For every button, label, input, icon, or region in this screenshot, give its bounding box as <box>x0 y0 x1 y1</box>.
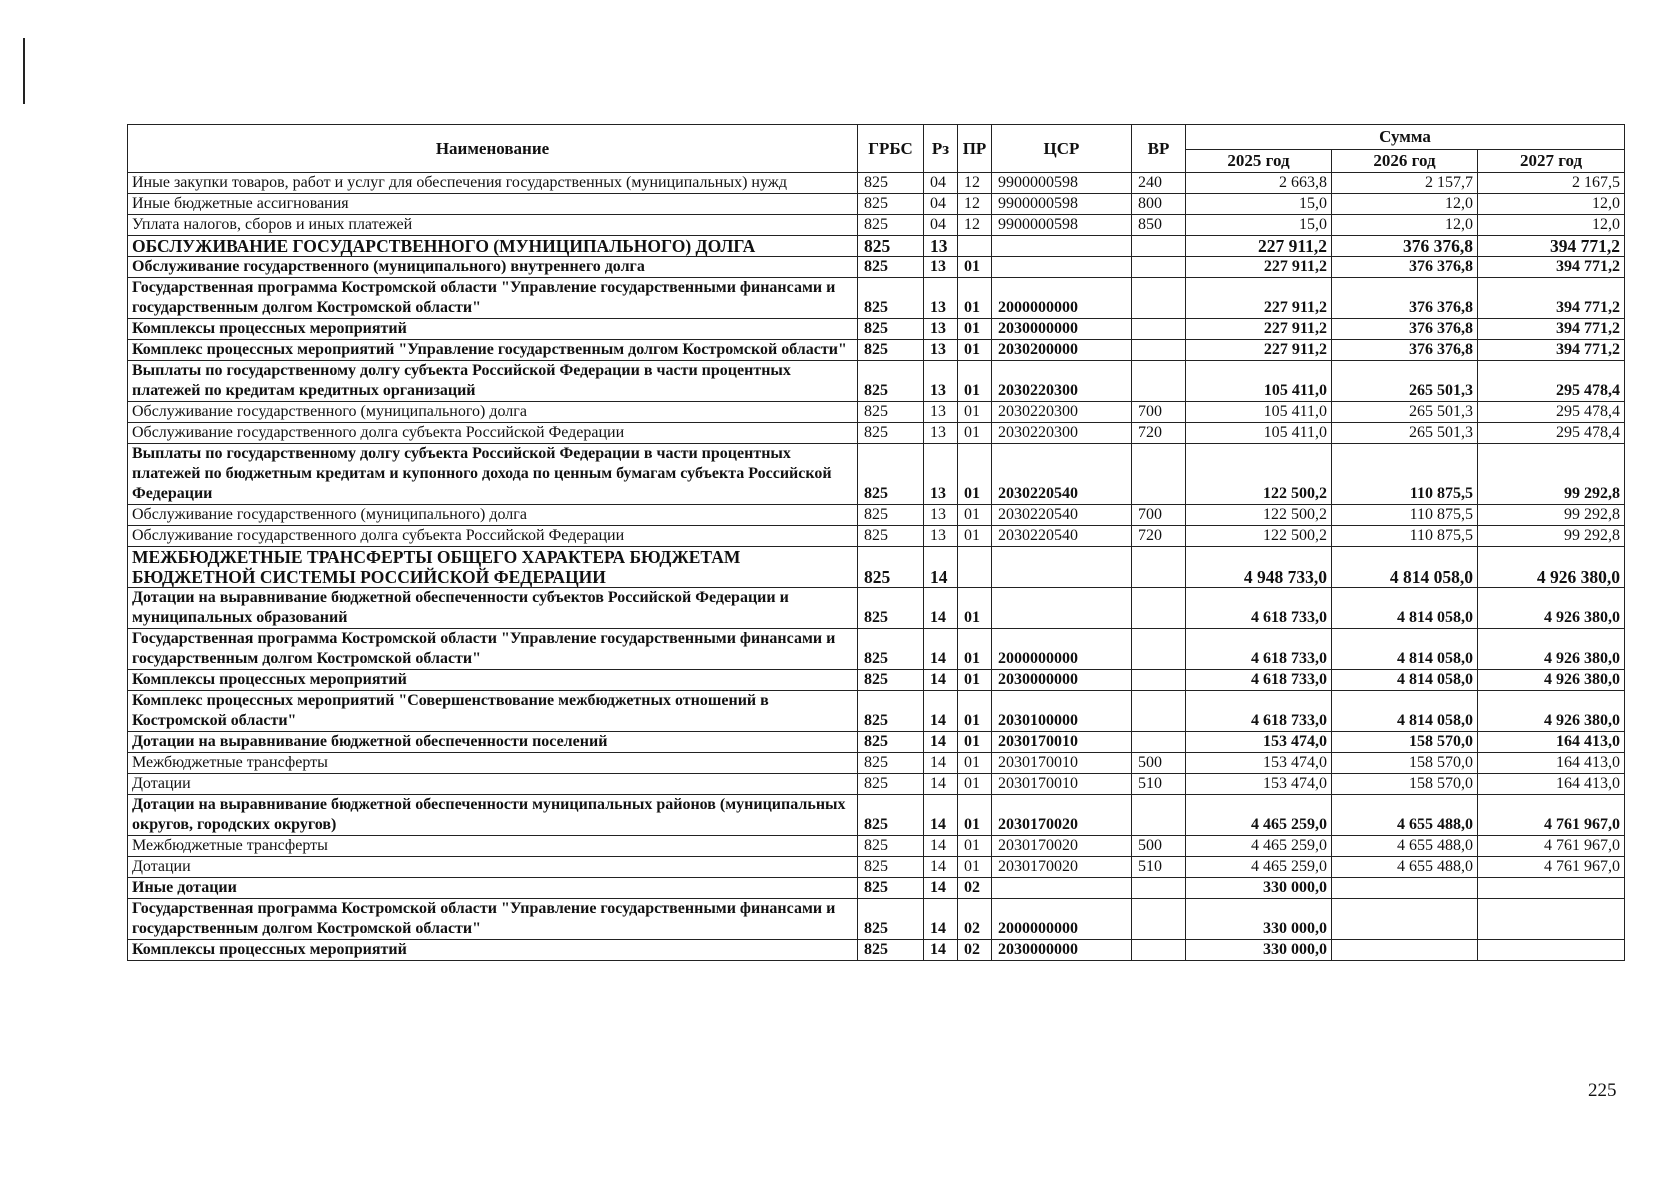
cell-pr: 01 <box>958 629 992 670</box>
cell-vr <box>1132 732 1186 753</box>
col-header-vr: ВР <box>1132 125 1186 173</box>
cell-name: Выплаты по государственному долгу субъекта Российской Федерации в части процентных платежей по кредитам кредитных организаций <box>128 361 858 402</box>
cell-2027: 295 478,4 <box>1478 361 1625 402</box>
cell-csr: 2030220300 <box>992 402 1132 423</box>
cell-2025: 330 000,0 <box>1186 899 1332 940</box>
cell-pr: 01 <box>958 774 992 795</box>
cell-name: Дотации <box>128 774 858 795</box>
cell-rz: 14 <box>924 732 958 753</box>
cell-vr <box>1132 588 1186 629</box>
cell-2025: 227 911,2 <box>1186 340 1332 361</box>
cell-2027: 164 413,0 <box>1478 774 1625 795</box>
cell-2027: 2 167,5 <box>1478 173 1625 194</box>
cell-name: Межбюджетные трансферты <box>128 753 858 774</box>
cell-2025: 4 618 733,0 <box>1186 670 1332 691</box>
cell-pr: 01 <box>958 670 992 691</box>
cell-rz: 13 <box>924 340 958 361</box>
cell-rz: 13 <box>924 402 958 423</box>
cell-grbs: 825 <box>858 629 924 670</box>
cell-vr: 500 <box>1132 836 1186 857</box>
table-row <box>128 319 1625 340</box>
cell-2026: 158 570,0 <box>1332 753 1478 774</box>
table-row <box>128 526 1625 547</box>
cell-2026: 376 376,8 <box>1332 319 1478 340</box>
table-row <box>128 588 1625 629</box>
cell-rz: 14 <box>924 795 958 836</box>
cell-2027: 99 292,8 <box>1478 444 1625 505</box>
cell-2025: 4 465 259,0 <box>1186 836 1332 857</box>
table-body <box>128 173 1625 961</box>
cell-csr: 2000000000 <box>992 629 1132 670</box>
cell-csr: 2030000000 <box>992 670 1132 691</box>
cell-2026: 376 376,8 <box>1332 236 1478 257</box>
cell-grbs: 825 <box>858 732 924 753</box>
cell-vr: 720 <box>1132 423 1186 444</box>
cell-2027: 99 292,8 <box>1478 526 1625 547</box>
cell-2026: 12,0 <box>1332 215 1478 236</box>
cell-csr <box>992 878 1132 899</box>
cell-2026: 4 814 058,0 <box>1332 629 1478 670</box>
cell-name: Выплаты по государственному долгу субъекта Российской Федерации в части процентных платежей по бюджетным кредитам и купонного дохода по ценным бумагам субъекта Российской Федерации <box>128 444 858 505</box>
cell-2026: 376 376,8 <box>1332 278 1478 319</box>
cell-2027: 394 771,2 <box>1478 278 1625 319</box>
cell-pr: 01 <box>958 278 992 319</box>
cell-pr: 01 <box>958 319 992 340</box>
cell-name: Комплекс процессных мероприятий "Совершенствование межбюджетных отношений в Костромской области" <box>128 691 858 732</box>
cell-csr: 2030100000 <box>992 691 1132 732</box>
cell-grbs: 825 <box>858 774 924 795</box>
cell-rz: 14 <box>924 588 958 629</box>
cell-csr: 2030170020 <box>992 857 1132 878</box>
cell-2027: 394 771,2 <box>1478 340 1625 361</box>
cell-rz: 14 <box>924 857 958 878</box>
cell-2027: 164 413,0 <box>1478 753 1625 774</box>
cell-csr: 2030170010 <box>992 732 1132 753</box>
cell-pr: 01 <box>958 361 992 402</box>
budget-table-container <box>127 124 1624 961</box>
cell-2026: 4 655 488,0 <box>1332 836 1478 857</box>
cell-rz: 14 <box>924 670 958 691</box>
cell-2027: 12,0 <box>1478 194 1625 215</box>
cell-vr: 720 <box>1132 526 1186 547</box>
cell-pr <box>958 236 992 257</box>
cell-2025: 105 411,0 <box>1186 361 1332 402</box>
cell-2026: 2 157,7 <box>1332 173 1478 194</box>
cell-rz: 13 <box>924 526 958 547</box>
cell-grbs: 825 <box>858 795 924 836</box>
table-row <box>128 173 1625 194</box>
cell-2026: 110 875,5 <box>1332 444 1478 505</box>
cell-2025: 330 000,0 <box>1186 940 1332 961</box>
cell-name: Комплексы процессных мероприятий <box>128 670 858 691</box>
cell-2027: 394 771,2 <box>1478 236 1625 257</box>
cell-2026 <box>1332 940 1478 961</box>
cell-csr: 2030170020 <box>992 836 1132 857</box>
cell-csr <box>992 257 1132 278</box>
cell-vr <box>1132 940 1186 961</box>
table-row <box>128 278 1625 319</box>
cell-pr: 01 <box>958 836 992 857</box>
table-row <box>128 629 1625 670</box>
cell-2027 <box>1478 940 1625 961</box>
cell-csr: 2030200000 <box>992 340 1132 361</box>
cell-name: Уплата налогов, сборов и иных платежей <box>128 215 858 236</box>
table-row <box>128 340 1625 361</box>
table-row <box>128 236 1625 257</box>
cell-name: Обслуживание государственного долга субъекта Российской Федерации <box>128 526 858 547</box>
cell-vr: 800 <box>1132 194 1186 215</box>
cell-pr <box>958 547 992 588</box>
cell-2026: 4 655 488,0 <box>1332 857 1478 878</box>
col-header-rz: Рз <box>924 125 958 173</box>
cell-vr <box>1132 361 1186 402</box>
cell-2025: 330 000,0 <box>1186 878 1332 899</box>
cell-2027: 4 761 967,0 <box>1478 836 1625 857</box>
cell-2025: 153 474,0 <box>1186 774 1332 795</box>
cell-csr <box>992 547 1132 588</box>
cell-2027: 164 413,0 <box>1478 732 1625 753</box>
cell-rz: 13 <box>924 257 958 278</box>
cell-vr: 850 <box>1132 215 1186 236</box>
cell-2025: 105 411,0 <box>1186 402 1332 423</box>
cell-rz: 14 <box>924 899 958 940</box>
cell-2026: 158 570,0 <box>1332 732 1478 753</box>
cell-csr: 2030220300 <box>992 361 1132 402</box>
cell-2026: 110 875,5 <box>1332 526 1478 547</box>
cell-pr: 01 <box>958 691 992 732</box>
cell-vr <box>1132 878 1186 899</box>
cell-name: МЕЖБЮДЖЕТНЫЕ ТРАНСФЕРТЫ ОБЩЕГО ХАРАКТЕРА БЮДЖЕТАМ БЮДЖЕТНОЙ СИСТЕМЫ РОССИЙСКОЙ ФЕДЕРАЦИИ <box>128 547 858 588</box>
cell-pr: 01 <box>958 732 992 753</box>
cell-pr: 01 <box>958 857 992 878</box>
cell-2027: 394 771,2 <box>1478 257 1625 278</box>
col-header-csr: ЦСР <box>992 125 1132 173</box>
cell-rz: 13 <box>924 444 958 505</box>
col-header-sum: Сумма <box>1186 125 1625 150</box>
cell-name: Государственная программа Костромской области "Управление государственными финансами и государственным долгом Костромской области" <box>128 629 858 670</box>
cell-2025: 122 500,2 <box>1186 444 1332 505</box>
cell-rz: 14 <box>924 836 958 857</box>
cell-name: Комплекс процессных мероприятий "Управление государственным долгом Костромской области" <box>128 340 858 361</box>
cell-csr: 2030170010 <box>992 753 1132 774</box>
table-row <box>128 878 1625 899</box>
page-number: 225 <box>1588 1080 1617 1101</box>
cell-2026: 158 570,0 <box>1332 774 1478 795</box>
cell-rz: 04 <box>924 194 958 215</box>
cell-2027: 295 478,4 <box>1478 423 1625 444</box>
table-row <box>128 899 1625 940</box>
cell-pr: 01 <box>958 423 992 444</box>
cell-pr: 02 <box>958 899 992 940</box>
cell-grbs: 825 <box>858 878 924 899</box>
cell-pr: 01 <box>958 526 992 547</box>
budget-table <box>127 124 1625 961</box>
cell-2025: 2 663,8 <box>1186 173 1332 194</box>
cell-vr <box>1132 236 1186 257</box>
cell-2027: 4 761 967,0 <box>1478 795 1625 836</box>
cell-csr: 2030220540 <box>992 444 1132 505</box>
cell-pr: 01 <box>958 753 992 774</box>
cell-vr <box>1132 257 1186 278</box>
cell-rz: 13 <box>924 278 958 319</box>
cell-name: Обслуживание государственного (муниципального) внутреннего долга <box>128 257 858 278</box>
cell-csr: 2030170020 <box>992 795 1132 836</box>
table-row <box>128 547 1625 588</box>
cell-name: Дотации на выравнивание бюджетной обеспеченности поселений <box>128 732 858 753</box>
cell-pr: 02 <box>958 878 992 899</box>
cell-2025: 227 911,2 <box>1186 319 1332 340</box>
cell-grbs: 825 <box>858 857 924 878</box>
table-row <box>128 753 1625 774</box>
table-row <box>128 857 1625 878</box>
table-row <box>128 670 1625 691</box>
col-header-grbs: ГРБС <box>858 125 924 173</box>
cell-2025: 153 474,0 <box>1186 732 1332 753</box>
cell-vr <box>1132 444 1186 505</box>
cell-name: Дотации на выравнивание бюджетной обеспеченности муниципальных районов (муниципальных округов, городских округов) <box>128 795 858 836</box>
cell-2025: 4 948 733,0 <box>1186 547 1332 588</box>
cell-vr <box>1132 319 1186 340</box>
cell-2027: 4 926 380,0 <box>1478 691 1625 732</box>
table-row <box>128 795 1625 836</box>
cell-rz: 14 <box>924 691 958 732</box>
cell-vr <box>1132 547 1186 588</box>
cell-rz: 04 <box>924 215 958 236</box>
col-header-2026: 2026 год <box>1332 150 1478 173</box>
cell-2026: 4 814 058,0 <box>1332 588 1478 629</box>
cell-pr: 12 <box>958 215 992 236</box>
cell-name: Иные дотации <box>128 878 858 899</box>
header-row <box>128 125 1625 150</box>
table-row <box>128 194 1625 215</box>
cell-name: Обслуживание государственного долга субъекта Российской Федерации <box>128 423 858 444</box>
cell-2026 <box>1332 899 1478 940</box>
table-row <box>128 423 1625 444</box>
cell-2025: 15,0 <box>1186 194 1332 215</box>
cell-name: Дотации на выравнивание бюджетной обеспеченности субъектов Российской Федерации и муниципальных образований <box>128 588 858 629</box>
cell-grbs: 825 <box>858 753 924 774</box>
cell-grbs: 825 <box>858 340 924 361</box>
cell-vr: 700 <box>1132 505 1186 526</box>
cell-2026: 4 814 058,0 <box>1332 670 1478 691</box>
table-row <box>128 257 1625 278</box>
table-row <box>128 732 1625 753</box>
cell-rz: 13 <box>924 505 958 526</box>
table-row <box>128 691 1625 732</box>
table-row <box>128 505 1625 526</box>
cell-grbs: 825 <box>858 899 924 940</box>
cell-vr <box>1132 340 1186 361</box>
cell-grbs: 825 <box>858 940 924 961</box>
cell-name: Дотации <box>128 857 858 878</box>
cell-2025: 4 465 259,0 <box>1186 857 1332 878</box>
cell-grbs: 825 <box>858 173 924 194</box>
cell-pr: 01 <box>958 505 992 526</box>
cell-pr: 01 <box>958 795 992 836</box>
cell-vr <box>1132 278 1186 319</box>
margin-mark <box>23 38 25 104</box>
cell-csr <box>992 588 1132 629</box>
cell-rz: 14 <box>924 940 958 961</box>
cell-2026: 110 875,5 <box>1332 505 1478 526</box>
cell-2025: 4 618 733,0 <box>1186 629 1332 670</box>
cell-name: Комплексы процессных мероприятий <box>128 319 858 340</box>
cell-csr: 2030170010 <box>992 774 1132 795</box>
cell-2025: 4 618 733,0 <box>1186 691 1332 732</box>
col-header-pr: ПР <box>958 125 992 173</box>
col-header-2025: 2025 год <box>1186 150 1332 173</box>
table-row <box>128 940 1625 961</box>
cell-2026: 265 501,3 <box>1332 361 1478 402</box>
cell-csr: 2030000000 <box>992 319 1132 340</box>
cell-2026: 12,0 <box>1332 194 1478 215</box>
cell-2026: 376 376,8 <box>1332 257 1478 278</box>
cell-2027: 394 771,2 <box>1478 319 1625 340</box>
cell-name: Межбюджетные трансферты <box>128 836 858 857</box>
cell-csr: 2030220540 <box>992 526 1132 547</box>
table-row <box>128 361 1625 402</box>
cell-grbs: 825 <box>858 526 924 547</box>
cell-2025: 153 474,0 <box>1186 753 1332 774</box>
cell-2025: 122 500,2 <box>1186 505 1332 526</box>
cell-rz: 14 <box>924 547 958 588</box>
cell-2027: 4 926 380,0 <box>1478 629 1625 670</box>
cell-pr: 01 <box>958 444 992 505</box>
cell-rz: 13 <box>924 236 958 257</box>
cell-name: ОБСЛУЖИВАНИЕ ГОСУДАРСТВЕННОГО (МУНИЦИПАЛЬНОГО) ДОЛГА <box>128 236 858 257</box>
cell-2026: 265 501,3 <box>1332 402 1478 423</box>
cell-csr: 2030000000 <box>992 940 1132 961</box>
cell-2025: 4 618 733,0 <box>1186 588 1332 629</box>
cell-name: Иные бюджетные ассигнования <box>128 194 858 215</box>
cell-grbs: 825 <box>858 278 924 319</box>
cell-vr <box>1132 691 1186 732</box>
cell-2025: 227 911,2 <box>1186 278 1332 319</box>
cell-rz: 13 <box>924 361 958 402</box>
cell-grbs: 825 <box>858 257 924 278</box>
cell-2025: 15,0 <box>1186 215 1332 236</box>
table-row <box>128 215 1625 236</box>
cell-vr <box>1132 670 1186 691</box>
cell-pr: 12 <box>958 194 992 215</box>
cell-grbs: 825 <box>858 423 924 444</box>
cell-grbs: 825 <box>858 215 924 236</box>
cell-grbs: 825 <box>858 670 924 691</box>
cell-grbs: 825 <box>858 444 924 505</box>
cell-vr: 240 <box>1132 173 1186 194</box>
cell-pr: 01 <box>958 402 992 423</box>
cell-pr: 12 <box>958 173 992 194</box>
cell-grbs: 825 <box>858 836 924 857</box>
cell-vr <box>1132 629 1186 670</box>
cell-vr <box>1132 795 1186 836</box>
cell-pr: 01 <box>958 340 992 361</box>
cell-name: Комплексы процессных мероприятий <box>128 940 858 961</box>
cell-rz: 14 <box>924 774 958 795</box>
cell-vr: 700 <box>1132 402 1186 423</box>
cell-pr: 02 <box>958 940 992 961</box>
cell-grbs: 825 <box>858 588 924 629</box>
cell-2025: 105 411,0 <box>1186 423 1332 444</box>
cell-2026: 4 814 058,0 <box>1332 691 1478 732</box>
table-row <box>128 444 1625 505</box>
cell-csr: 2000000000 <box>992 899 1132 940</box>
cell-2027: 4 761 967,0 <box>1478 857 1625 878</box>
cell-2027: 4 926 380,0 <box>1478 547 1625 588</box>
cell-grbs: 825 <box>858 691 924 732</box>
cell-pr: 01 <box>958 588 992 629</box>
cell-2027: 99 292,8 <box>1478 505 1625 526</box>
cell-csr: 9900000598 <box>992 194 1132 215</box>
cell-rz: 14 <box>924 753 958 774</box>
cell-2026: 4 655 488,0 <box>1332 795 1478 836</box>
col-header-name: Наименование <box>128 125 858 173</box>
cell-2026: 4 814 058,0 <box>1332 547 1478 588</box>
cell-2027: 12,0 <box>1478 215 1625 236</box>
cell-name: Иные закупки товаров, работ и услуг для обеспечения государственных (муниципальных) нужд <box>128 173 858 194</box>
cell-2027 <box>1478 899 1625 940</box>
cell-csr: 9900000598 <box>992 215 1132 236</box>
cell-name: Государственная программа Костромской области "Управление государственными финансами и государственным долгом Костромской области" <box>128 899 858 940</box>
cell-csr: 2000000000 <box>992 278 1132 319</box>
cell-grbs: 825 <box>858 402 924 423</box>
col-header-2027: 2027 год <box>1478 150 1625 173</box>
cell-2025: 227 911,2 <box>1186 257 1332 278</box>
cell-name: Обслуживание государственного (муниципального) долга <box>128 505 858 526</box>
cell-vr: 510 <box>1132 857 1186 878</box>
cell-2027 <box>1478 878 1625 899</box>
cell-2026: 376 376,8 <box>1332 340 1478 361</box>
cell-vr: 500 <box>1132 753 1186 774</box>
cell-2026: 265 501,3 <box>1332 423 1478 444</box>
cell-2025: 122 500,2 <box>1186 526 1332 547</box>
cell-2025: 4 465 259,0 <box>1186 795 1332 836</box>
cell-rz: 13 <box>924 423 958 444</box>
cell-csr <box>992 236 1132 257</box>
cell-grbs: 825 <box>858 236 924 257</box>
cell-grbs: 825 <box>858 361 924 402</box>
cell-rz: 14 <box>924 629 958 670</box>
cell-grbs: 825 <box>858 505 924 526</box>
cell-grbs: 825 <box>858 194 924 215</box>
cell-rz: 13 <box>924 319 958 340</box>
cell-2027: 4 926 380,0 <box>1478 588 1625 629</box>
cell-csr: 9900000598 <box>992 173 1132 194</box>
cell-vr <box>1132 899 1186 940</box>
cell-2027: 4 926 380,0 <box>1478 670 1625 691</box>
cell-pr: 01 <box>958 257 992 278</box>
cell-csr: 2030220540 <box>992 505 1132 526</box>
cell-grbs: 825 <box>858 547 924 588</box>
cell-2026 <box>1332 878 1478 899</box>
cell-grbs: 825 <box>858 319 924 340</box>
cell-rz: 04 <box>924 173 958 194</box>
cell-name: Обслуживание государственного (муниципального) долга <box>128 402 858 423</box>
table-row <box>128 402 1625 423</box>
cell-2025: 227 911,2 <box>1186 236 1332 257</box>
table-row <box>128 774 1625 795</box>
cell-name: Государственная программа Костромской области "Управление государственными финансами и государственным долгом Костромской области" <box>128 278 858 319</box>
table-row <box>128 836 1625 857</box>
cell-rz: 14 <box>924 878 958 899</box>
cell-2027: 295 478,4 <box>1478 402 1625 423</box>
cell-csr: 2030220300 <box>992 423 1132 444</box>
cell-vr: 510 <box>1132 774 1186 795</box>
